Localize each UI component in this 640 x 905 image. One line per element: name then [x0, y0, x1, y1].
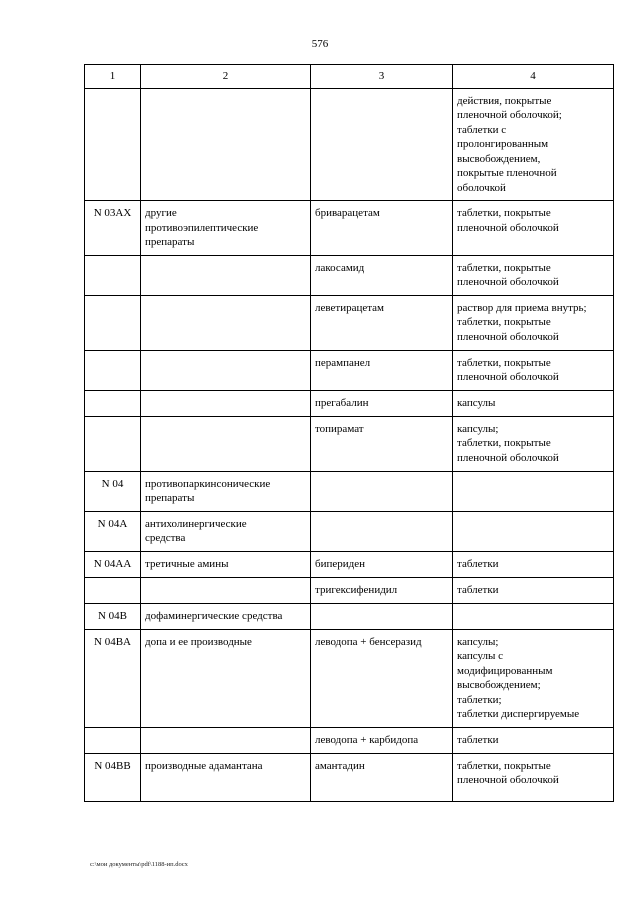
- table-row: [85, 255, 614, 295]
- forms-cell: [453, 551, 614, 577]
- forms-cell: [453, 727, 614, 753]
- forms-line: таблетки;: [457, 693, 502, 706]
- forms-line: таблетки, покрытые: [457, 207, 551, 219]
- substance-line: амантадин: [315, 759, 365, 772]
- column-header-4: 4: [453, 65, 614, 89]
- group-cell: [141, 551, 311, 577]
- substance-cell: [311, 390, 453, 416]
- atc-code-cell: N 04B: [85, 603, 141, 629]
- atc-code-cell: [85, 295, 141, 350]
- forms-cell: [453, 511, 614, 551]
- group-line: противопаркинсонические: [145, 477, 271, 490]
- substance-cell: [311, 350, 453, 390]
- group-line: другие: [145, 207, 177, 219]
- table-row: [85, 416, 614, 471]
- atc-code-cell: N 04BB: [85, 753, 141, 801]
- substance-cell: [311, 603, 453, 629]
- group-line: противоэпилептические: [145, 221, 259, 234]
- drug-table: [84, 64, 614, 802]
- substance-cell: [311, 511, 453, 551]
- group-cell: [141, 295, 311, 350]
- group-line: дофаминергические средства: [145, 609, 283, 622]
- group-line: препараты: [145, 492, 195, 504]
- forms-line: таблетки, покрытые: [457, 759, 551, 772]
- table-row: [85, 511, 614, 551]
- atc-code-cell: [85, 416, 141, 471]
- group-line: допа и ее производные: [145, 635, 252, 648]
- forms-line: таблетки, покрытые: [457, 356, 551, 369]
- forms-line: таблетки, покрытые: [457, 437, 551, 449]
- forms-line: таблетки, покрытые: [457, 316, 551, 328]
- substance-cell: [311, 255, 453, 295]
- atc-code-cell: [85, 255, 141, 295]
- group-line: третичные амины: [145, 557, 229, 570]
- atc-code-cell: N 04BA: [85, 629, 141, 727]
- table-row: [85, 577, 614, 603]
- substance-cell: [311, 629, 453, 727]
- forms-cell: [453, 88, 614, 201]
- table-row: [85, 201, 614, 256]
- substance-cell: [311, 471, 453, 511]
- forms-line: таблетки: [457, 583, 499, 596]
- forms-line: пленочной оболочкой: [457, 330, 559, 343]
- forms-cell: [453, 350, 614, 390]
- forms-line: пленочной оболочкой;: [457, 109, 562, 121]
- table-row: [85, 727, 614, 753]
- group-cell: [141, 577, 311, 603]
- forms-cell: [453, 603, 614, 629]
- table-row: [85, 350, 614, 390]
- atc-code-cell: [85, 727, 141, 753]
- forms-cell: [453, 390, 614, 416]
- substance-line: леветирацетам: [315, 301, 385, 314]
- atc-code-cell: N 04: [85, 471, 141, 511]
- table-row: [85, 603, 614, 629]
- substance-line: бриварацетам: [315, 207, 380, 219]
- forms-line: таблетки, покрытые: [457, 261, 551, 274]
- forms-line: пленочной оболочкой: [457, 371, 559, 383]
- substance-cell: [311, 551, 453, 577]
- substance-cell: [311, 88, 453, 201]
- substance-cell: [311, 416, 453, 471]
- group-line: производные адамантана: [145, 759, 263, 772]
- forms-line: раствор для приема внутрь;: [457, 301, 587, 314]
- forms-line: пролонгированным: [457, 138, 549, 150]
- forms-cell: [453, 629, 614, 727]
- forms-line: таблетки диспергируемые: [457, 708, 580, 720]
- forms-line: пленочной оболочкой: [457, 221, 559, 234]
- forms-cell: [453, 201, 614, 256]
- forms-cell: [453, 577, 614, 603]
- substance-line: топирамат: [315, 422, 364, 435]
- table-row: [85, 753, 614, 801]
- substance-cell: [311, 295, 453, 350]
- forms-line: капсулы;: [457, 422, 499, 435]
- group-line: средства: [145, 532, 186, 544]
- substance-line: тригексифенидил: [315, 583, 398, 596]
- group-cell: [141, 603, 311, 629]
- substance-line: прегабалин: [315, 396, 369, 409]
- forms-cell: [453, 753, 614, 801]
- table-header-row: [85, 65, 614, 89]
- table-row: [85, 295, 614, 350]
- atc-code-cell: N 04AA: [85, 551, 141, 577]
- group-cell: [141, 511, 311, 551]
- group-cell: [141, 416, 311, 471]
- group-cell: [141, 629, 311, 727]
- substance-line: бипериден: [315, 557, 366, 570]
- group-cell: [141, 255, 311, 295]
- atc-code-cell: [85, 350, 141, 390]
- group-cell: [141, 471, 311, 511]
- column-header-3: 3: [311, 65, 453, 89]
- column-header-1: 1: [85, 65, 141, 89]
- forms-line: пленочной оболочкой: [457, 451, 559, 464]
- forms-line: таблетки: [457, 557, 499, 570]
- atc-code-cell: [85, 390, 141, 416]
- atc-code-cell: [85, 577, 141, 603]
- forms-line: таблетки: [457, 733, 499, 746]
- footer-file-path: c:\мои документы\pdf\1188-ип.docx: [90, 861, 188, 868]
- forms-line: оболочкой: [457, 181, 506, 194]
- atc-code-cell: N 04A: [85, 511, 141, 551]
- group-cell: [141, 727, 311, 753]
- substance-cell: [311, 577, 453, 603]
- group-cell: [141, 753, 311, 801]
- page-number: 576: [311, 38, 329, 50]
- forms-line: капсулы;: [457, 635, 499, 648]
- table-row: [85, 88, 614, 201]
- forms-cell: [453, 416, 614, 471]
- atc-code-cell: N 03AX: [85, 201, 141, 256]
- atc-code-cell: [85, 88, 141, 201]
- forms-line: пленочной оболочкой: [457, 276, 559, 288]
- forms-line: модифицированным: [457, 664, 553, 677]
- forms-line: высвобождением,: [457, 152, 541, 165]
- table-body: [85, 88, 614, 801]
- group-line: препараты: [145, 236, 195, 248]
- table-row: [85, 629, 614, 727]
- forms-line: высвобождением;: [457, 679, 541, 691]
- substance-line: перампанел: [315, 356, 371, 369]
- substance-line: леводопа + карбидопа: [315, 733, 419, 746]
- group-cell: [141, 201, 311, 256]
- group-line: антихолинергические: [145, 517, 247, 530]
- forms-line: покрытые пленочной: [457, 167, 557, 179]
- table-row: [85, 471, 614, 511]
- substance-cell: [311, 753, 453, 801]
- table-row: [85, 390, 614, 416]
- table-row: [85, 551, 614, 577]
- group-cell: [141, 390, 311, 416]
- forms-cell: [453, 471, 614, 511]
- forms-line: таблетки с: [457, 123, 507, 136]
- substance-line: лакосамид: [315, 261, 365, 274]
- group-cell: [141, 350, 311, 390]
- forms-line: капсулы с: [457, 650, 504, 662]
- forms-cell: [453, 255, 614, 295]
- forms-line: пленочной оболочкой: [457, 774, 559, 786]
- substance-line: леводопа + бенсеразид: [315, 635, 422, 648]
- group-cell: [141, 88, 311, 201]
- forms-cell: [453, 295, 614, 350]
- column-header-2: 2: [141, 65, 311, 89]
- forms-line: действия, покрытые: [457, 94, 552, 107]
- forms-line: капсулы: [457, 396, 496, 409]
- substance-cell: [311, 201, 453, 256]
- substance-cell: [311, 727, 453, 753]
